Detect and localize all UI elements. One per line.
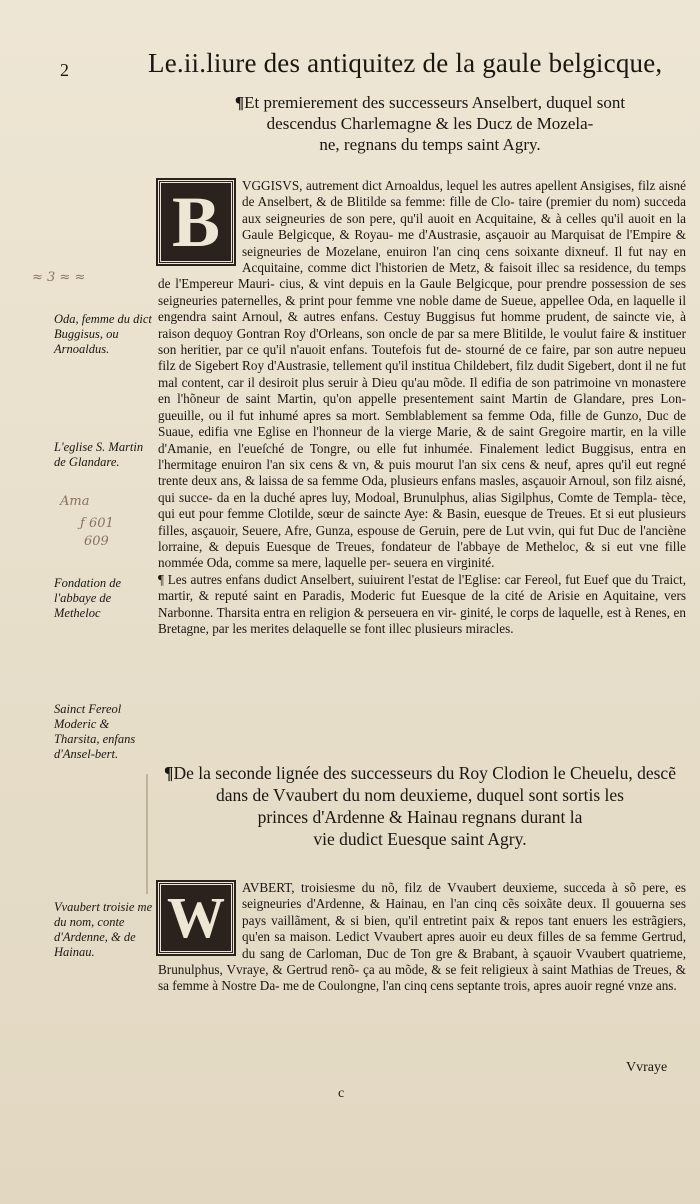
section2-heading-line: De la seconde lignée des successeurs du Roy Clodion le Cheuelu, descẽ <box>173 763 676 783</box>
section2-paragraph: AVBERT, troisiesme du nõ, filz de Vvaubert deuxieme, succeda à sõ pere, es seigneuries d'Ardenne, & Hainau, en l'an cinq cẽs soixãte deux. Il gouuerna ses pays vaillãment, & si bien, qu'il entretint paix & repos tant enuers les estrãgiers, qu'en sa maison. Ledict Vvaubert apres auoir eu deux filles de sa femme Gertrud, du sang de Carloman, Duc de Ton gre & Brabant, à sçauoir Vvaubert quatrieme, Brunulphus, Vvraye, & Gertrud renõ- ça au mõde, & se feit religieux à saint Mathias de Treues, & sa femme à Nostre Da- me de Coulongne, l'an cinq cens septante trois, apres auoir regné vnze ans. <box>158 880 687 994</box>
section2-heading <box>160 762 680 850</box>
folio-number: 2 <box>60 60 69 80</box>
handwritten-annotation: ≈ 3 ≈ ≈ <box>32 270 86 285</box>
section1-heading-line: descendus Charlemagne & les Ducz de Mozela- <box>266 114 594 133</box>
catchword: Vvraye <box>626 1060 668 1075</box>
handwritten-annotation: ƒ 601 <box>80 516 114 531</box>
pilcrow-icon: ¶ <box>234 93 245 112</box>
margin-note-fondation: Fondation de l'abbaye de Metheloc <box>54 576 122 620</box>
section1-heading <box>200 92 660 155</box>
dropcap-w: W <box>158 882 234 954</box>
section2-heading-line: dans de Vvaubert du nom deuxieme, duquel sont sortis les <box>216 785 624 805</box>
signature-mark: c <box>338 1086 345 1101</box>
margin-rule <box>146 774 148 894</box>
margin-note-oda: Oda, femme du dict Buggisus, ou Arnoaldus. <box>54 312 152 356</box>
dropcap-b: B <box>158 180 234 264</box>
margin-note-vvaubert: Vvaubert troisie me du nom, conte d'Ardenne, & de Hainau. <box>54 900 153 959</box>
handwritten-annotation: 609 <box>84 534 109 549</box>
section1-body <box>158 178 686 637</box>
section1-paragraph1: VGGISVS, autrement dict Arnoaldus, lequel les autres apellent Ansigises, filz aisné de Anselbert, & de Blitilde sa femme: fille de Clo- taire (premier du nom) succeda aux seigneuries de son pere, qu'il auoit en Acquitaine, & à celles qu'il auoit en la Gaule Belgicque, & Royau- me d'Austrasie, asçauoir au Marquisat de l'Empire & seigneuries de Mozelane, enuiron l'an cinq cens soixante dixneuf. Il fut nay en Acquitaine, comme dict l'historien de Metz, & faisoit illec sa residence, du temps de l'Empereur Mauri- cius, & vint depuis en la Gaule Belgicque, pour prendre possession de ses seigneuries paternelles, & print pour femme vne noble dame de Sueue, appellee Oda, en laquelle il engendra saint Arnoul, & autres enfans. Cestuy Buggisus fut homme prudent, de saincte vie, à raison dequoy Gontran Roy d'Orleans, son oncle de par sa mere Blitilde, le voulut faire & instituer son heritier, par ce qu'il n'auoit enfans. Toutefois fut de- stourné de ce faire, par son autre nepueu filz de Sigebert Roy d'Austrasie, tellement qu'il institua Childebert, filz dudit Sigebert, dont il ne fut mal content, car il desiroit plus seruir à Dieu qu'au mõde. Il edifia de son patrimoine vn monastere en l'hõneur de saint Martin, qu'on appelle presentement saint Martin de Glandare, pres Lon- gueuille, ou il fut inhumé apres sa mort. Semblablement sa femme Oda, fille de Gunzo, Duc de Suaue, edifia vne Eglise en l'honneur de la vierge Marie, & de saint Gregoire martir, en la ville d'Amanie, en l'eueſché de Tongre, ou elle fut inhumée. Finalement ledict Buggisus, entra en l'hermitage enuiron l'an six cens & vn, & puis mourut l'an six cens & neuf, apres qu'il eut regné trente deux ans, & laissa de sa femme Oda, plusieurs enfans masles, asçauoir Arnoul, son filz aisné, qui succe- da en la duché apres luy, Modoal, Brunulphus, alias Sigilphus, Comte de Templa- tèce, qui eut pour femme Clotilde, sœur de saincte Aye: & Basin, euesque de Treues. Et si eut plusieurs filles, asçauoir, Seuere, Afre, Gunza, espouse de Geruin, pere de Lut vvin, qui fut Duc de l'anciène lorraine, & depuis Euesque de Treues, fondateur de l'abbaye de Metheloc, & si eut vne fille nommée Oda, comme sa mere, laquelle per- seuera en virginité. <box>158 178 687 571</box>
margin-note-st-martin: L'eglise S. Martin de Glandare. <box>54 440 144 469</box>
section2-body <box>158 880 686 995</box>
pilcrow-icon: ¶ <box>164 763 174 783</box>
section1-heading-line: Et premierement des successeurs Anselbert, duquel sont <box>244 93 626 112</box>
section1-heading-line: ne, regnans du temps saint Agry. <box>319 135 541 154</box>
handwritten-annotation: Ama <box>60 494 90 509</box>
section2-heading-line: vie dudict Euesque saint Agry. <box>313 829 527 849</box>
section2-heading-line: princes d'Ardenne & Hainau regnans durant la <box>257 807 583 827</box>
running-title: Le.ii.liure des antiquitez de la gaule belgicque, <box>148 48 663 78</box>
section1-paragraph2: ¶ Les autres enfans dudict Anselbert, suiuirent l'estat de l'Eglise: car Fereol, fut Euef que du Traict, martir, & reputé saint en Paradis, Moderic fut Euesque de la cité de Arisie en Aquitaine, vers Narbonne. Tharsita entra en religion & perseuera en vir- ginité, le corps de laquelle, est à Renes, en Bretagne, par les merites delaquelle se font illec plusieurs miracles. <box>158 571 687 636</box>
margin-note-fereol: Sainct Fereol Moderic & Tharsita, enfans d'Ansel-bert. <box>54 702 136 761</box>
